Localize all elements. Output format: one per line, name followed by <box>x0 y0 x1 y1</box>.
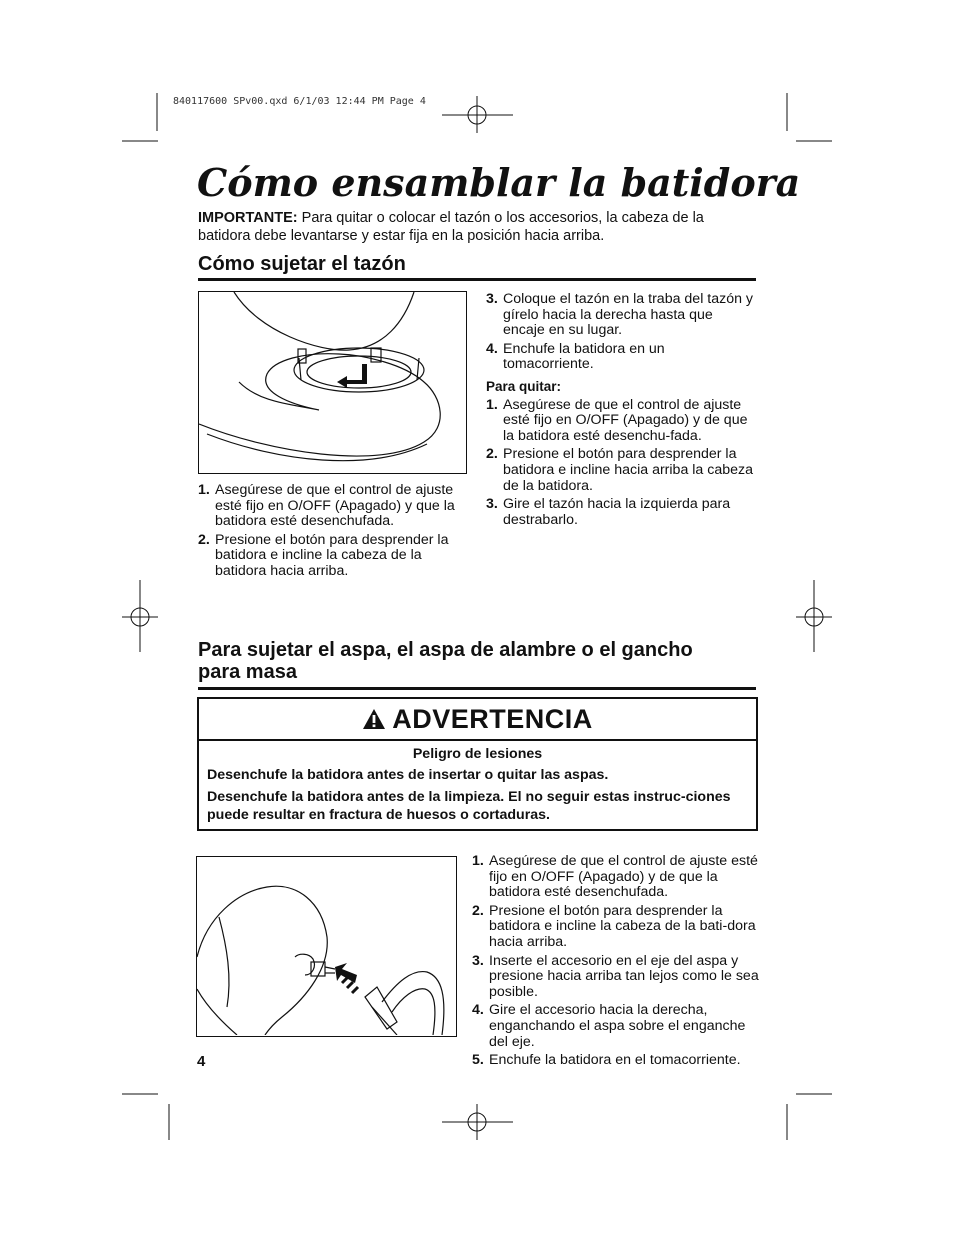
step-number: 2. <box>486 446 498 463</box>
list-item <box>198 483 470 530</box>
step-text: Coloque el tazón en la traba del tazón y gírelo hacia la derecha hasta que encaje en su lugar. <box>503 291 754 339</box>
intro-label: IMPORTANTE: <box>198 210 298 226</box>
step-text: Presione el botón para desprender la batidora e incline la cabeza de la batidora hacia arriba. <box>215 531 449 579</box>
list-item <box>486 398 758 445</box>
registration-target-left <box>122 580 158 652</box>
section-heading-bowl: Cómo sujetar el tazón <box>198 253 406 275</box>
page-number: 4 <box>197 1053 206 1070</box>
step-number: 2. <box>472 902 484 919</box>
step-number: 1. <box>198 482 210 498</box>
list-item <box>472 904 760 951</box>
step-text: Enchufe la batidora en el tomacorriente. <box>489 1052 741 1069</box>
registration-target-top <box>442 96 513 133</box>
bowl-illustration <box>198 291 467 474</box>
intro-paragraph <box>198 209 758 245</box>
step-text: Enchufe la batidora en un tomacorriente. <box>503 340 665 373</box>
step-number: 3. <box>472 952 484 969</box>
list-item <box>198 533 470 580</box>
mixer-head-drawing <box>197 857 455 1035</box>
list-item <box>486 497 758 528</box>
beater-steps <box>472 854 760 1072</box>
step-text: Presione el botón para desprender la batidora e incline la cabeza de la bati-dora hacia arriba. <box>489 902 756 950</box>
step-number: 4. <box>472 1002 484 1019</box>
step-text: Gire el accesorio hacia la derecha, enganchando el aspa sobre el enganche del eje. <box>489 1002 746 1050</box>
step-text: Presione el botón para desprender la batidora e incline hacia arriba la cabeza de la batidora. <box>503 446 754 494</box>
warning-triangle-icon <box>362 708 386 730</box>
page-title: Cómo ensamblar la batidora <box>197 160 801 205</box>
step-text: Gire el tazón hacia la izquierda para destrabarlo. <box>503 496 731 528</box>
step-text: Asegúrese de que el control de ajuste esté fijo en O/OFF (Apagado) y de que la batidora esté desenchu-fada. <box>503 396 748 444</box>
section-heading-beater: Para sujetar el aspa, el aspa de alambre o el gancho para masa <box>198 639 693 683</box>
warning-box <box>197 697 758 831</box>
warning-header <box>199 699 756 741</box>
list-item <box>486 342 758 373</box>
step-number: 1. <box>472 853 484 869</box>
step-text: Asegúrese de que el control de ajuste esté fijo en O/OFF (Apagado) y de que la batidora esté desenchufada. <box>489 853 758 901</box>
section-rule-bowl <box>198 278 756 281</box>
mixer-base-drawing <box>199 292 465 472</box>
section-rule-beater <box>198 687 756 690</box>
list-item <box>472 1053 760 1069</box>
warning-title: ADVERTENCIA <box>392 703 593 734</box>
intro-text: Para quitar o colocar el tazón o los accesorios, la cabeza de la batidora debe levantarse y estar fija en la posición hacia arriba. <box>198 210 704 244</box>
registration-target-bottom <box>442 1104 513 1140</box>
step-text: Inserte el accesorio en el eje del aspa y presione hacia arriba tan lejos como le sea posible. <box>489 952 759 1000</box>
warning-line-2: Desenchufe la batidora antes de la limpieza. El no seguir estas instruc-ciones puede resultar en fractura de huesos o cortaduras. <box>207 789 731 823</box>
list-item <box>472 854 760 901</box>
list-item <box>472 1003 760 1050</box>
warning-subtitle: Peligro de lesiones <box>412 746 543 762</box>
print-slug: 840117600 SPv00.qxd 6/1/03 12:44 PM Page 4 <box>173 96 426 107</box>
step-number: 5. <box>472 1052 484 1069</box>
list-item <box>486 292 758 339</box>
step-number: 1. <box>486 396 498 413</box>
list-item <box>472 954 760 1001</box>
step-number: 3. <box>486 291 498 307</box>
step-number: 2. <box>198 531 210 548</box>
warning-line-1: Desenchufe la batidora antes de insertar o quitar las aspas. <box>207 767 609 783</box>
rotate-arrow-icon <box>337 364 367 388</box>
beater-illustration <box>196 856 457 1037</box>
step-text: Asegúrese de que el control de ajuste esté fijo en O/OFF (Apagado) y que la batidora esté desenchufada. <box>215 482 455 530</box>
warning-body <box>199 741 756 824</box>
step-number: 3. <box>486 496 498 513</box>
list-item <box>486 447 758 494</box>
bowl-steps-left <box>198 483 470 583</box>
registration-target-right <box>796 580 832 652</box>
remove-subheading: Para quitar: <box>486 378 562 394</box>
bowl-steps-right <box>486 292 758 531</box>
step-number: 4. <box>486 340 498 357</box>
